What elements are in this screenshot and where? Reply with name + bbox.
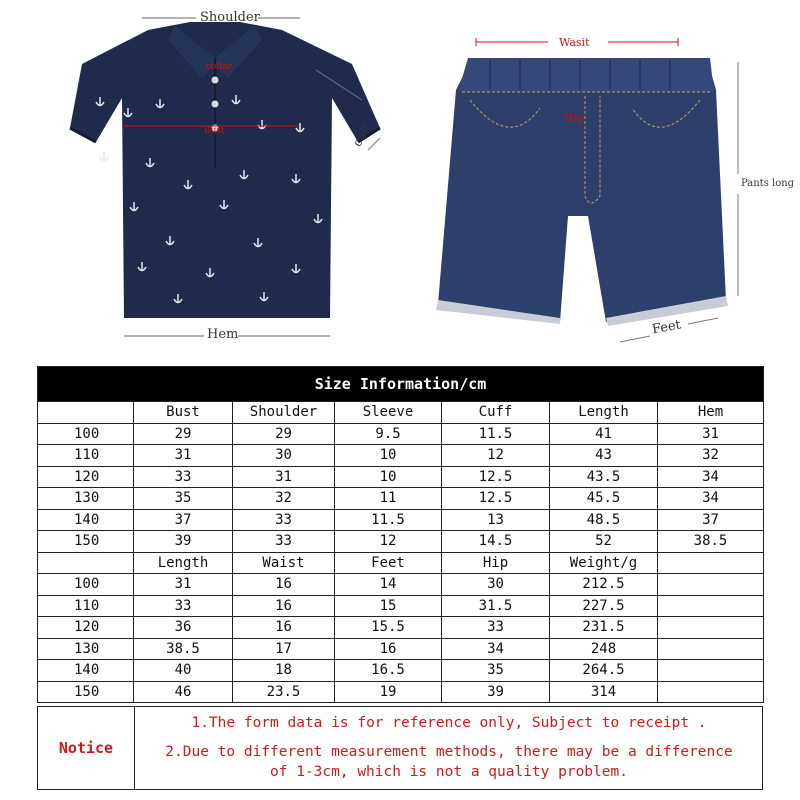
cuff-label: cuff — [350, 122, 374, 149]
table-cell: 45.5 — [550, 488, 658, 510]
bottom-header-cell: Hip — [442, 552, 550, 574]
table-cell — [658, 574, 764, 596]
top-header-cell: Length — [550, 402, 658, 424]
table-cell: 15 — [335, 595, 442, 617]
table-cell: 16.5 — [335, 660, 442, 682]
table-cell: 212.5 — [550, 574, 658, 596]
table-row — [38, 509, 764, 531]
table-title: Size Information/cm — [38, 367, 764, 402]
size-label-cell: 110 — [38, 445, 134, 467]
size-label-cell: 130 — [38, 488, 134, 510]
table-cell: 10 — [335, 466, 442, 488]
table-cell: 32 — [233, 488, 335, 510]
table-cell: 227.5 — [550, 595, 658, 617]
top-header-cell — [38, 402, 134, 424]
table-cell — [658, 681, 764, 703]
table-row — [38, 638, 764, 660]
bust-label: Bust — [204, 126, 225, 136]
table-cell: 16 — [233, 617, 335, 639]
notice-box — [37, 706, 763, 790]
pants-long-label: Pants long — [741, 178, 795, 189]
table-cell: 37 — [134, 509, 233, 531]
table-cell: 33 — [134, 466, 233, 488]
top-header-cell: Sleeve — [335, 402, 442, 424]
table-cell — [658, 617, 764, 639]
feet-label: Feet — [650, 317, 683, 338]
table-cell: 29 — [233, 423, 335, 445]
table-cell: 11 — [335, 488, 442, 510]
bottom-header-cell: Length — [134, 552, 233, 574]
denim-shorts-image — [436, 38, 738, 342]
table-cell: 37 — [658, 509, 764, 531]
table-cell: 43.5 — [550, 466, 658, 488]
table-cell: 31.5 — [442, 595, 550, 617]
table-cell: 23.5 — [233, 681, 335, 703]
notice-label: Notice — [58, 739, 114, 757]
table-cell: 30 — [442, 574, 550, 596]
table-cell: 13 — [442, 509, 550, 531]
table-cell: 48.5 — [550, 509, 658, 531]
table-cell: 16 — [335, 638, 442, 660]
table-cell: 9.5 — [335, 423, 442, 445]
table-cell — [658, 660, 764, 682]
notice-line-2a: 2.Due to different measurement methods, there may be a difference — [165, 744, 733, 760]
table-cell: 248 — [550, 638, 658, 660]
table-row — [38, 423, 764, 445]
table-cell: 15.5 — [335, 617, 442, 639]
collar-label: collar — [206, 62, 232, 72]
table-cell: 33 — [442, 617, 550, 639]
table-cell: 36 — [134, 617, 233, 639]
table-cell: 31 — [134, 574, 233, 596]
top-header-cell: Shoulder — [233, 402, 335, 424]
table-cell: 12 — [442, 445, 550, 467]
table-cell: 231.5 — [550, 617, 658, 639]
table-cell: 31 — [134, 445, 233, 467]
table-cell: 12 — [335, 531, 442, 553]
bottom-header-cell: Weight/g — [550, 552, 658, 574]
table-cell: 10 — [335, 445, 442, 467]
size-label-cell: 100 — [38, 423, 134, 445]
top-header-row — [38, 402, 764, 424]
table-cell: 38.5 — [658, 531, 764, 553]
table-cell: 41 — [550, 423, 658, 445]
table-cell: 30 — [233, 445, 335, 467]
table-row — [38, 466, 764, 488]
top-header-cell: Bust — [134, 402, 233, 424]
table-cell: 11.5 — [335, 509, 442, 531]
table-cell: 33 — [233, 531, 335, 553]
table-cell: 12.5 — [442, 488, 550, 510]
table-row — [38, 574, 764, 596]
table-cell: 29 — [134, 423, 233, 445]
size-label-cell: 140 — [38, 509, 134, 531]
size-label-cell: 100 — [38, 574, 134, 596]
table-cell: 33 — [233, 509, 335, 531]
bottom-header-cell: Waist — [233, 552, 335, 574]
table-cell: 33 — [134, 595, 233, 617]
bottom-header-cell — [658, 552, 764, 574]
table-cell: 14.5 — [442, 531, 550, 553]
table-row — [38, 660, 764, 682]
table-cell: 32 — [658, 445, 764, 467]
size-label-cell: 120 — [38, 466, 134, 488]
bottom-header-cell: Feet — [335, 552, 442, 574]
table-cell — [658, 595, 764, 617]
table-cell: 43 — [550, 445, 658, 467]
table-cell: 19 — [335, 681, 442, 703]
table-cell: 39 — [442, 681, 550, 703]
top-header-cell: Hem — [658, 402, 764, 424]
table-row — [38, 445, 764, 467]
table-cell: 40 — [134, 660, 233, 682]
table-cell: 314 — [550, 681, 658, 703]
notice-line-2b: of 1-3cm, which is not a quality problem. — [270, 764, 628, 780]
table-cell: 14 — [335, 574, 442, 596]
bottom-header-cell — [38, 552, 134, 574]
table-cell: 35 — [442, 660, 550, 682]
table-title-row — [38, 367, 764, 402]
notice-line-1: 1.The form data is for reference only, Subject to receipt . — [191, 715, 707, 731]
notice-divider — [134, 707, 135, 789]
table-cell: 18 — [233, 660, 335, 682]
hip-label: Hip — [564, 112, 585, 125]
table-cell: 46 — [134, 681, 233, 703]
table-cell: 12.5 — [442, 466, 550, 488]
table-cell: 39 — [134, 531, 233, 553]
table-cell: 17 — [233, 638, 335, 660]
table-cell: 38.5 — [134, 638, 233, 660]
top-header-cell: Cuff — [442, 402, 550, 424]
size-label-cell: 110 — [38, 595, 134, 617]
table-cell: 52 — [550, 531, 658, 553]
table-cell: 16 — [233, 595, 335, 617]
table-row — [38, 531, 764, 553]
table-cell: 34 — [442, 638, 550, 660]
size-table — [37, 366, 764, 703]
waist-label: Wasit — [559, 36, 590, 49]
table-cell: 31 — [658, 423, 764, 445]
table-cell — [658, 638, 764, 660]
table-row — [38, 617, 764, 639]
shoulder-label: Shoulder — [200, 10, 260, 25]
bottom-header-row — [38, 552, 764, 574]
size-label-cell: 150 — [38, 531, 134, 553]
table-cell: 34 — [658, 466, 764, 488]
table-cell: 35 — [134, 488, 233, 510]
table-cell: 31 — [233, 466, 335, 488]
table-cell: 16 — [233, 574, 335, 596]
size-label-cell: 130 — [38, 638, 134, 660]
table-row — [38, 488, 764, 510]
table-cell: 11.5 — [442, 423, 550, 445]
product-photos — [0, 0, 800, 362]
size-label-cell: 120 — [38, 617, 134, 639]
table-row — [38, 681, 764, 703]
size-label-cell: 140 — [38, 660, 134, 682]
product-illustration — [0, 0, 800, 362]
size-table-container — [37, 366, 763, 703]
table-cell: 34 — [658, 488, 764, 510]
table-row — [38, 595, 764, 617]
hem-label: Hem — [207, 327, 239, 342]
table-cell: 264.5 — [550, 660, 658, 682]
size-label-cell: 150 — [38, 681, 134, 703]
